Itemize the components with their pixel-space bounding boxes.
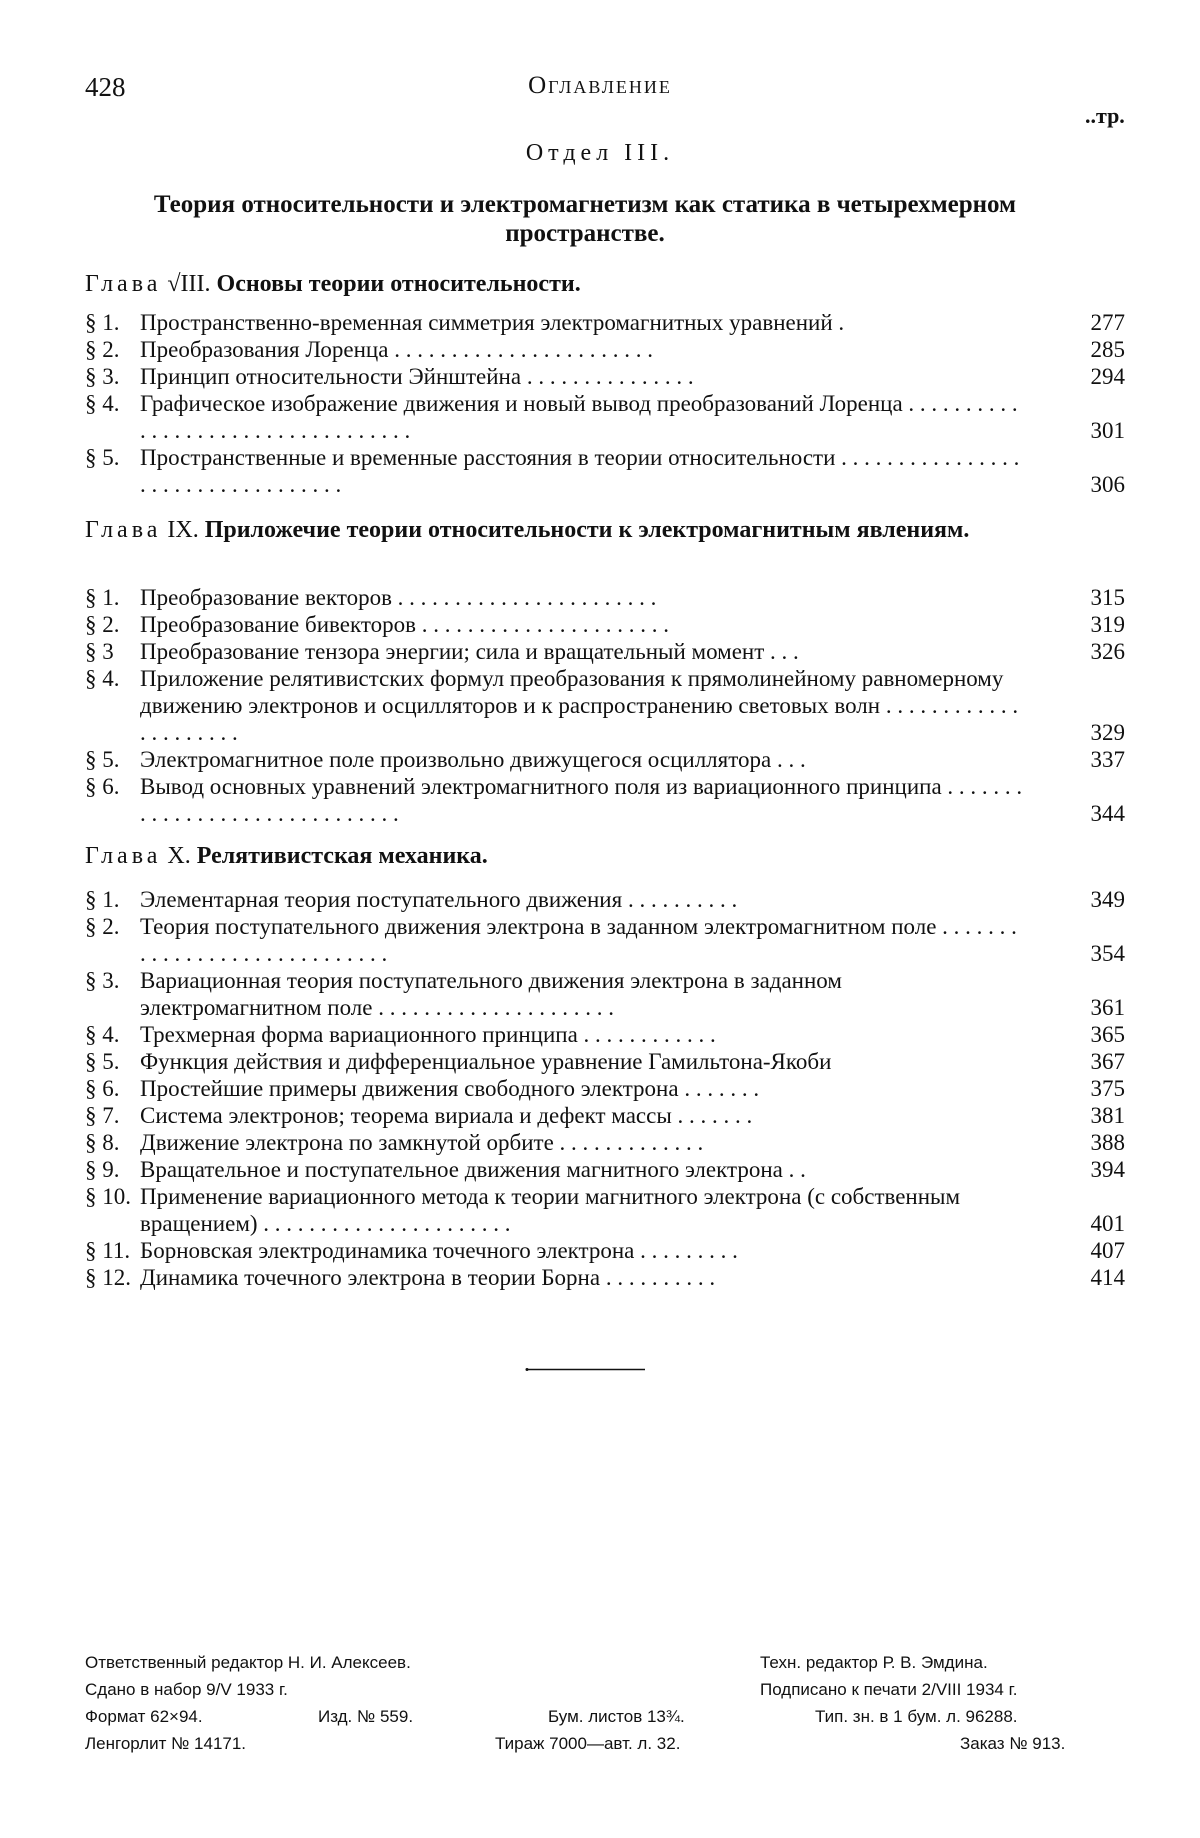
section-title: Преобразования Лоренца . . . . . . . . . . . . . . . . . . . . . . . [140,337,653,362]
section-number: § 1. [85,585,120,610]
page-ref: 326 [1090,639,1125,664]
toc-entry [85,1264,1125,1291]
chapter-number: X. [167,843,191,869]
imprint-sheets: Бум. листов 13¾. [548,1707,685,1726]
toc-entry [85,1129,1125,1156]
toc-entry [85,309,1125,336]
section-title: Пространственно-временная симметрия электромагнитных уравнений . [140,310,845,335]
imprint-izd: Изд. № 559. [318,1707,414,1726]
section-title: Движение электрона по замкнутой орбите . . . . . . . . . . . . . [140,1130,704,1155]
section-number: § 1. [85,310,120,335]
page-ref: 414 [1090,1265,1125,1290]
toc-entry [85,773,1125,827]
section-title: Применение вариационного метода к теории магнитного электрона (с собственным вращением) . . . . . . . . . . . . . . . . . . . . . . [140,1184,961,1236]
page-ref: 315 [1090,585,1125,610]
imprint-tech-editor: Техн. редактор Р. В. Эмдина. [760,1653,988,1672]
chapter-label: Глава [85,271,162,297]
part-title: Теория относительности и электромагнетизм как статика в четырехмерном пространстве. [153,191,1017,247]
section-title: Вывод основных уравнений электромагнитного поля из вариационного принципа . . . . . . . . . . . . . . . . . . . . . . . . . . . . . . [140,774,1023,826]
chapter-number: √III. [167,271,211,297]
running-title: Оглавление [528,72,672,99]
toc-entry [85,584,1125,611]
section-title: Система электронов; теорема вириала и дефект массы . . . . . . . [140,1103,753,1128]
section-number: § 7. [85,1103,120,1128]
toc-entry [85,1183,1125,1237]
chapter-title: Релятивистская механика. [196,843,488,869]
toc-entry [85,1075,1125,1102]
section-number: § 5. [85,1049,120,1074]
imprint-zakaz: Заказ № 913. [960,1734,1066,1753]
part-label: Отдел III. [525,140,675,166]
imprint-submitted: Сдано в набор 9/V 1933 г. [85,1680,288,1699]
chapter-label: Глава [85,843,162,869]
section-number: § 2. [85,612,120,637]
toc-entry [85,444,1125,498]
toc-entry [85,1021,1125,1048]
section-number: § 12. [85,1265,131,1290]
page-ref: 277 [1090,310,1125,335]
page-ref: 401 [1090,1211,1125,1236]
page-ref: 388 [1090,1130,1125,1155]
page-ref: 354 [1090,941,1125,966]
toc-entry [85,363,1125,390]
chapter-label: Глава [85,517,162,543]
chapter-number: IX. [167,517,199,543]
section-title: Графическое изображение движения и новый вывод преобразований Лоренца . . . . . . . . . . . . . . . . . . . . . . . . . . . . . . . . . . [140,391,1018,443]
section-title: Функция действия и дифференциальное уравнение Гамильтона-Якоби [140,1049,832,1074]
section-number: § 10. [85,1184,131,1209]
section-title: Теория поступательного движения электрона в заданном электромагнитном поле . . . . . . . . . . . . . . . . . . . . . . . . . . . . . [140,914,1017,966]
section-number: § 9. [85,1157,120,1182]
section-title: Приложение релятивистских формул преобразования к прямолинейному равномерному движению электронов и осцилляторов и к распространению световых волн . . . . . . . . . . . . . . . . . . . . . [140,666,1019,745]
toc-entry [85,1237,1125,1264]
section-title: Электромагнитное поле произвольно движущегося осциллятора . . . [140,747,806,772]
toc-entry [85,390,1125,444]
toc-entry [85,611,1125,638]
page-number: 428 [85,72,126,102]
page-ref: 381 [1090,1103,1125,1128]
toc-entry [85,967,1125,1021]
chapter-title: Основы теории относительности. [216,271,581,297]
imprint-format: Формат 62×94. [85,1707,203,1726]
chapter-title: Приложечие теории относительности к электромагнитным явлениям. [204,517,970,543]
toc-entry [85,638,1125,665]
imprint-tirazh: Тираж 7000—авт. л. 32. [495,1734,681,1753]
section-title: Динамика точечного электрона в теории Борна . . . . . . . . . . [140,1265,716,1290]
section-title: Преобразование тензора энергии; сила и вращательный момент . . . [140,639,799,664]
imprint-editor: Ответственный редактор Н. И. Алексеев. [85,1653,411,1672]
toc-entry [85,913,1125,967]
section-number: § 4. [85,666,120,691]
section-number: § 6. [85,1076,120,1101]
section-title: Вращательное и поступательное движения магнитного электрона . . [140,1157,806,1182]
section-number: § 2. [85,337,120,362]
section-title: Простейшие примеры движения свободного электрона . . . . . . . [140,1076,760,1101]
chapter-heading [85,270,1085,299]
section-title: Принцип относительности Эйнштейна . . . . . . . . . . . . . . . [140,364,694,389]
page-ref: 349 [1090,887,1125,912]
chapter-heading [85,842,1085,871]
toc-entry [85,746,1125,773]
imprint-lengorlit: Ленгорлит № 14171. [85,1734,247,1753]
page-column-label: ..тр. [1085,103,1125,128]
chapter-heading [85,516,1085,545]
section-number: § 4. [85,391,120,416]
section-number: § 8. [85,1130,120,1155]
section-number: § 6. [85,774,120,799]
section-title: Элементарная теория поступательного движения . . . . . . . . . . [140,887,738,912]
page-ref: 294 [1090,364,1125,389]
section-number: § 3. [85,364,120,389]
toc-entry [85,886,1125,913]
page-ref: 319 [1090,612,1125,637]
page-ref: 337 [1090,747,1125,772]
section-number: § 2. [85,914,120,939]
section-title: Вариационная теория поступательного движения электрона в заданном электромагнитном поле . . . . . . . . . . . . . . . . . . . . . [140,968,842,1020]
page-ref: 367 [1090,1049,1125,1074]
section-number: § 1. [85,887,120,912]
page-ref: 365 [1090,1022,1125,1047]
page-ref: 344 [1090,801,1125,826]
page-ref: 306 [1090,472,1125,497]
section-number: § 3 [85,639,114,664]
section-title: Борновская электродинамика точечного электрона . . . . . . . . . [140,1238,738,1263]
page-ref: 394 [1090,1157,1125,1182]
section-number: § 11. [85,1238,131,1263]
imprint-signed: Подписано к печати 2/VIII 1934 г. [760,1680,1018,1699]
section-number: § 5. [85,747,120,772]
toc-entry [85,1048,1125,1075]
toc-entry [85,1102,1125,1129]
page-ref: 361 [1090,995,1125,1020]
page-ref: 285 [1090,337,1125,362]
section-title: Преобразование бивекторов . . . . . . . . . . . . . . . . . . . . . . [140,612,669,637]
section-title: Трехмерная форма вариационного принципа . . . . . . . . . . . . [140,1022,716,1047]
divider-rule [525,1368,645,1371]
imprint-tip: Тип. зн. в 1 бум. л. 96288. [815,1707,1018,1726]
toc-entry [85,665,1125,746]
page-ref: 329 [1090,720,1125,745]
toc-entry [85,1156,1125,1183]
section-number: § 5. [85,445,120,470]
section-title: Преобразование векторов . . . . . . . . . . . . . . . . . . . . . . . [140,585,657,610]
section-number: § 3. [85,968,120,993]
page-ref: 375 [1090,1076,1125,1101]
page-ref: 407 [1090,1238,1125,1263]
section-number: § 4. [85,1022,120,1047]
toc-entry [85,336,1125,363]
section-title: Пространственные и временные расстояния в теории относительности . . . . . . . . . . . . . . . . . . . . . . . . . . . . . . . . . . [140,445,1020,497]
page-ref: 301 [1090,418,1125,443]
